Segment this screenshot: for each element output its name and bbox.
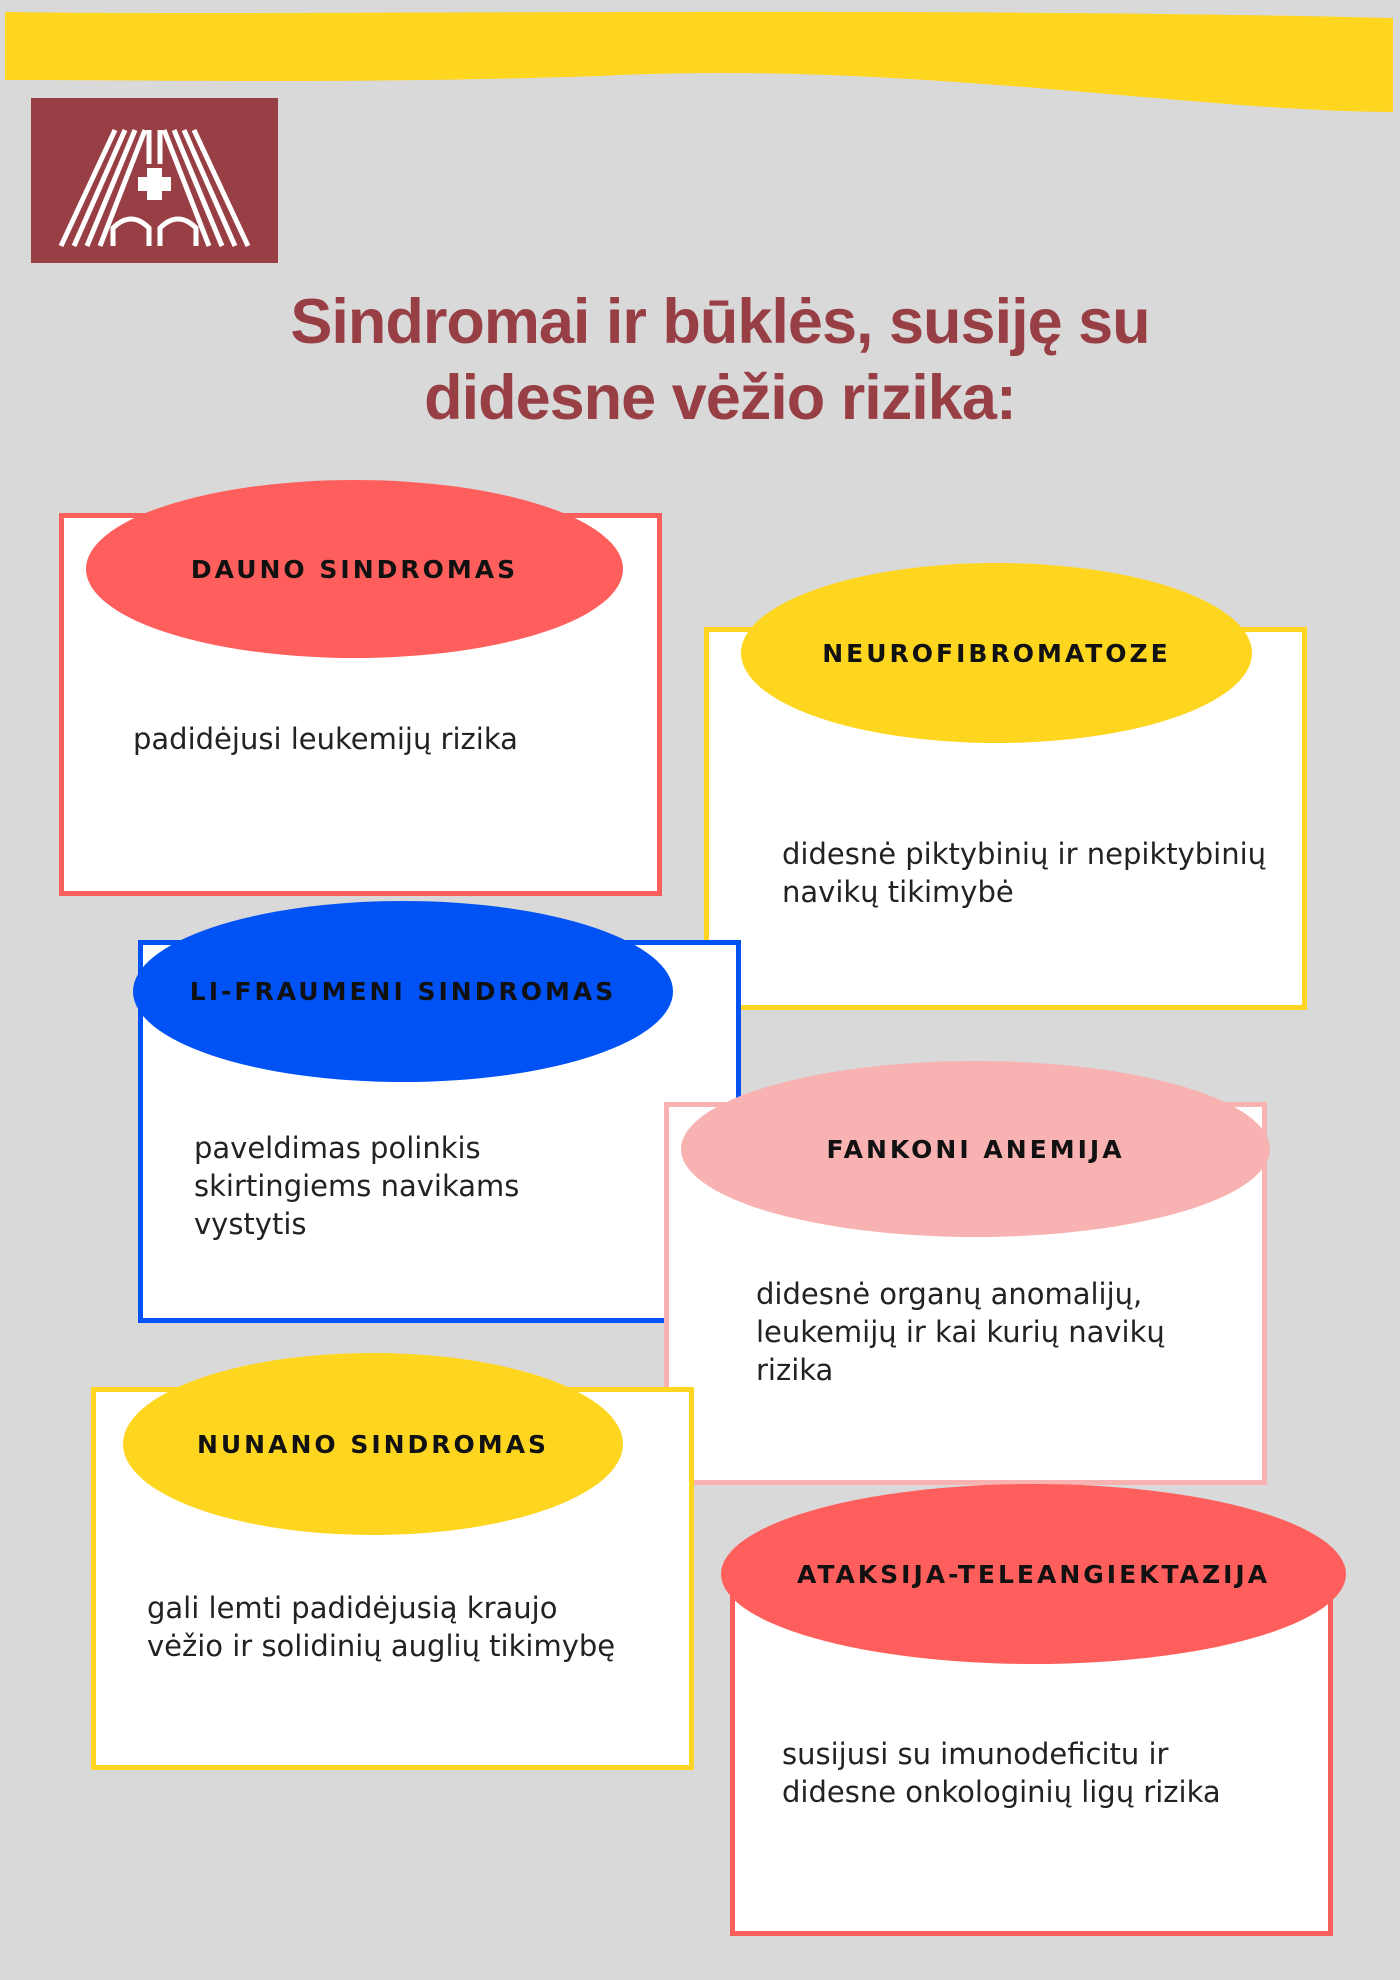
card-nunano-title: NUNANO SINDROMAS [196,1429,550,1459]
hospital-logo [31,98,278,263]
card-nunano-header [123,1353,623,1535]
card-li-title: LI-FRAUMENI SINDROMAS [189,977,617,1006]
card-neuro-description: didesnė piktybinių ir nepiktybinių navikų tikimybė [782,837,1267,909]
title-line-2: didesne vėžio rizika: [424,363,1016,433]
card-nunano-description: gali lemti padidėjusią kraujo vėžio ir solidinių auglių tikimybę [147,1591,616,1663]
card-neuro-title: NEUROFIBROMATOZE [822,638,1171,668]
card-fankoni-description: didesnė organų anomalijų, leukemijų ir kai kurių navikų rizika [756,1277,1165,1387]
card-dauno-description: padidėjusi leukemijų rizika [133,722,518,756]
card-li-description: paveldimas polinkis skirtingiems navikams vystytis [194,1131,520,1241]
card-fankoni-title: FANKONI ANEMIJA [826,1134,1125,1164]
card-neuro-header [741,563,1252,743]
card-li-header [133,901,673,1082]
card-dauno-title: DAUNO SINDROMAS [190,554,519,584]
hospital-cross-logo-icon [31,98,278,263]
card-ataksija-header [721,1484,1346,1664]
card-dauno-header [86,480,623,658]
card-fankoni-header [681,1061,1270,1237]
card-ataksija-description: susijusi su imunodeficitu ir didesne onkologinių ligų rizika [782,1737,1221,1809]
page-title [220,284,1220,436]
title-line-1: Sindromai ir būklės, susiję su [290,287,1150,357]
card-ataksija-title: ATAKSIJA-TELEANGIEKTAZIJA [796,1559,1271,1589]
